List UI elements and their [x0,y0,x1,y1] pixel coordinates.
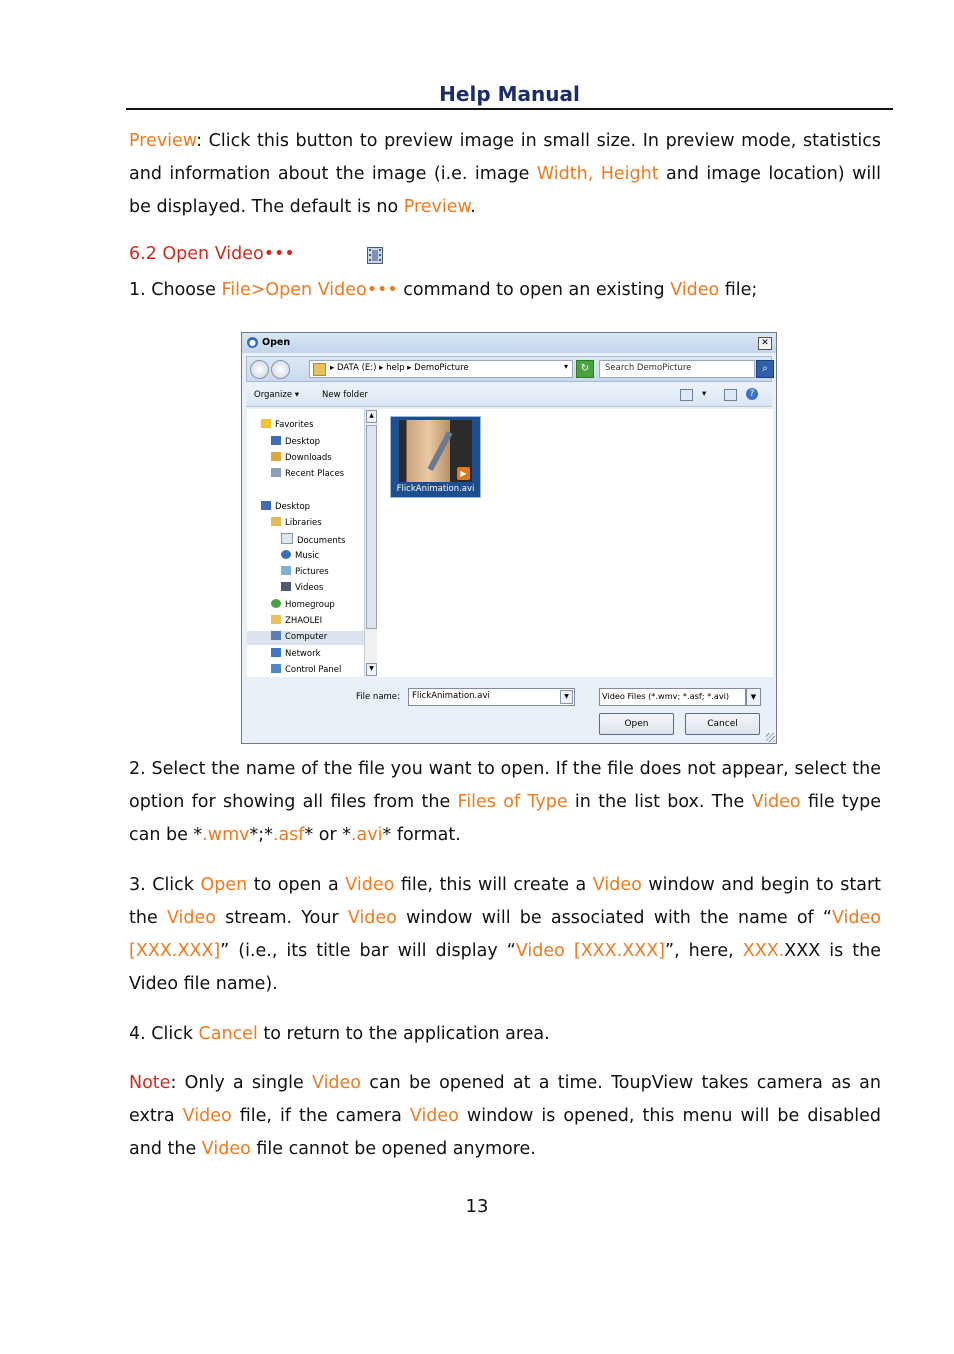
nav-item-downloads[interactable] [271,452,332,466]
nav-item-videos[interactable] [281,582,323,596]
page-header-title: Help Manual [439,82,580,106]
nav-label: Network [285,649,321,659]
text-run: window and begin to start the [129,875,881,928]
text-run: file cannot be opened anymore. [250,1139,536,1159]
text-run: window will be associated with the name of “ [396,908,832,928]
nav-label: Homegroup [285,600,335,610]
nav-item-favorites[interactable] [261,419,313,433]
file-item[interactable] [390,416,481,498]
videos-icon [281,582,291,591]
term-video: Video [670,280,720,300]
text-run: ”, here, [665,941,743,961]
nav-item-desktop[interactable] [271,436,320,450]
term-files-of-type: Files of Type [457,792,568,812]
nav-label: Computer [285,632,328,642]
file-type-value: Video Files (*.wmv; *.asf; *.avi) [602,691,730,701]
text-run: XXX is the Video file name). [129,941,881,994]
nav-label: Desktop [285,437,321,447]
open-dialog [241,332,777,744]
breadcrumb: ▸ DATA (E:) ▸ help ▸ DemoPicture [330,363,469,373]
text-run: file, if the camera [231,1106,410,1126]
text-run: file, this will create a [394,875,593,895]
refresh-button[interactable]: ↻ [576,360,594,378]
nav-label: ZHAOLEI [285,616,323,626]
term-video: Video [592,875,642,895]
text-run: 4. Click [129,1024,199,1044]
text-run: window is opened, this menu will be disabled and the [129,1106,881,1159]
nav-label: Videos [295,583,324,593]
text-run: : Click this button to preview image in small size. In preview mode, statistics and information about the image (i.e. image [129,131,881,184]
file-type-select[interactable] [599,688,746,706]
view-options-icon[interactable] [680,389,693,401]
nav-item-recent-places[interactable] [271,468,344,482]
ext-asf: .asf [272,825,305,845]
text-run: to return to the application area. [257,1024,550,1044]
term-video: Video [311,1073,362,1093]
desktop-icon [261,501,271,510]
nav-label: Documents [297,536,346,546]
ext-avi: .avi [350,825,383,845]
user-folder-icon [271,615,281,624]
dialog-footer [246,680,772,738]
search-input[interactable] [599,360,755,378]
computer-icon [271,631,281,640]
nav-item-network[interactable] [271,648,321,662]
nav-scrollbar[interactable] [364,409,377,677]
text-run: command to open an existing [397,280,671,300]
term-video: Video [347,908,397,928]
nav-item-pictures[interactable] [281,566,329,580]
search-placeholder: Search DemoPicture [605,363,692,373]
term-cancel: Cancel [198,1024,258,1044]
text-run: 3. Click [129,875,201,895]
term-width-height: Width, Height [536,164,659,184]
text-run: file type can be * [129,792,882,845]
text-run: ” (i.e., its title bar will display “ [220,941,516,961]
text-run: 2. Select the name of the file you want to open. If the file does not appear, select the option for showing all files from the [129,759,881,812]
desktop-icon [271,436,281,445]
recent-places-icon [271,468,281,477]
dialog-toolbar [246,384,772,407]
term-preview: Preview [129,131,197,151]
nav-item-documents[interactable] [281,533,345,547]
text-run: : Only a single [170,1073,312,1093]
navigation-pane [247,409,365,677]
term-video: Video [751,792,801,812]
downloads-icon [271,452,281,461]
music-icon [281,550,291,559]
text-run: and image location) will be displayed. The default is no [129,164,881,217]
nav-item-homegroup[interactable] [271,599,335,613]
search-icon[interactable]: ⌕ [756,360,774,378]
film-icon [367,247,383,264]
term-video: Video [182,1106,232,1126]
menu-path: File>Open Video••• [221,280,398,300]
nav-label: Recent Places [285,469,345,479]
nav-item-user[interactable] [271,615,322,629]
term-video-name: Video [XXX.XXX] [129,908,881,961]
page-number: 13 [465,1196,489,1217]
resize-grip[interactable] [766,733,775,742]
nav-item-control-panel[interactable] [271,664,341,677]
text-run: * or * [304,825,351,845]
video-thumbnail [399,420,472,482]
nav-item-music[interactable] [281,550,319,564]
scroll-thumb[interactable] [366,425,377,629]
text-run: * format. [382,825,461,845]
text-run: in the list box. The [567,792,752,812]
text-run: to open a [247,875,346,895]
term-xxx: XXX. [742,941,785,961]
note-label: Note [129,1073,171,1093]
documents-icon [281,533,293,544]
step-1 [129,274,881,307]
nav-label: Control Panel [285,665,342,675]
back-button[interactable] [250,360,269,379]
chevron-down-icon[interactable]: ▾ [563,362,568,371]
view-dropdown-icon[interactable]: ▾ [702,389,707,399]
star-icon [261,419,271,428]
text-run: . [470,197,476,217]
nav-item-libraries[interactable] [271,517,322,531]
network-icon [271,648,281,657]
term-video: Video [409,1106,459,1126]
dialog-title: Open [262,337,291,348]
paragraph-preview [129,125,881,224]
organize-button[interactable]: Organize ▾ [254,390,300,400]
text-run: 1. Choose [129,280,222,300]
header-rule [126,108,893,110]
scroll-up-icon[interactable]: ▲ [366,410,377,423]
address-row [246,356,772,382]
chevron-down-icon[interactable]: ▼ [560,690,573,704]
step-4 [129,1018,881,1051]
forward-button[interactable] [271,360,290,379]
file-name-input[interactable] [408,688,575,706]
text-run: *;* [249,825,273,845]
step-2 [129,753,881,852]
nav-label: Desktop [275,502,311,512]
text-run: can be opened at a time. ToupView takes camera as an extra [129,1073,881,1126]
chevron-down-icon[interactable]: ▼ [746,688,761,706]
preview-pane-icon[interactable] [724,389,737,401]
scroll-down-icon[interactable]: ▼ [366,663,377,676]
step-3 [129,869,881,1001]
cancel-button[interactable]: Cancel [685,713,760,735]
pen-graphic [427,431,452,471]
app-icon: ● [247,337,258,348]
nav-item-computer[interactable] [247,631,365,645]
term-open: Open [200,875,248,895]
dialog-titlebar [242,333,776,353]
term-video: Video [166,908,216,928]
folder-icon [313,363,326,376]
term-video-name: Video [XXX.XXX] [515,941,666,961]
play-icon: ▶ [457,467,470,480]
nav-item-desktop-root[interactable] [261,501,310,515]
nav-label: Downloads [285,453,332,463]
nav-label: Music [295,551,320,561]
file-name-label: FlickAnimation.avi [396,484,475,494]
address-bar[interactable] [309,360,573,378]
ext-wmv: .wmv [202,825,250,845]
term-video: Video [345,875,395,895]
close-button[interactable]: ✕ [758,337,772,350]
text-run: file; [719,280,758,300]
new-folder-button[interactable]: New folder [322,390,368,400]
term-video: Video [201,1139,251,1159]
file-name-field-label: File name: [356,692,400,702]
nav-label: Favorites [275,420,314,430]
control-panel-icon [271,664,281,673]
file-name-value: FlickAnimation.avi [412,691,490,701]
file-list-pane [377,409,773,677]
text-run: stream. Your [215,908,348,928]
open-button[interactable]: Open [599,713,674,735]
nav-label: Libraries [285,518,322,528]
libraries-icon [271,517,281,526]
nav-label: Pictures [295,567,329,577]
term-preview: Preview [403,197,471,217]
homegroup-icon [271,599,281,608]
section-heading: 6.2 Open Video••• [129,244,295,264]
pictures-icon [281,566,291,575]
note-paragraph [129,1067,881,1166]
help-icon[interactable]: ? [746,388,758,400]
